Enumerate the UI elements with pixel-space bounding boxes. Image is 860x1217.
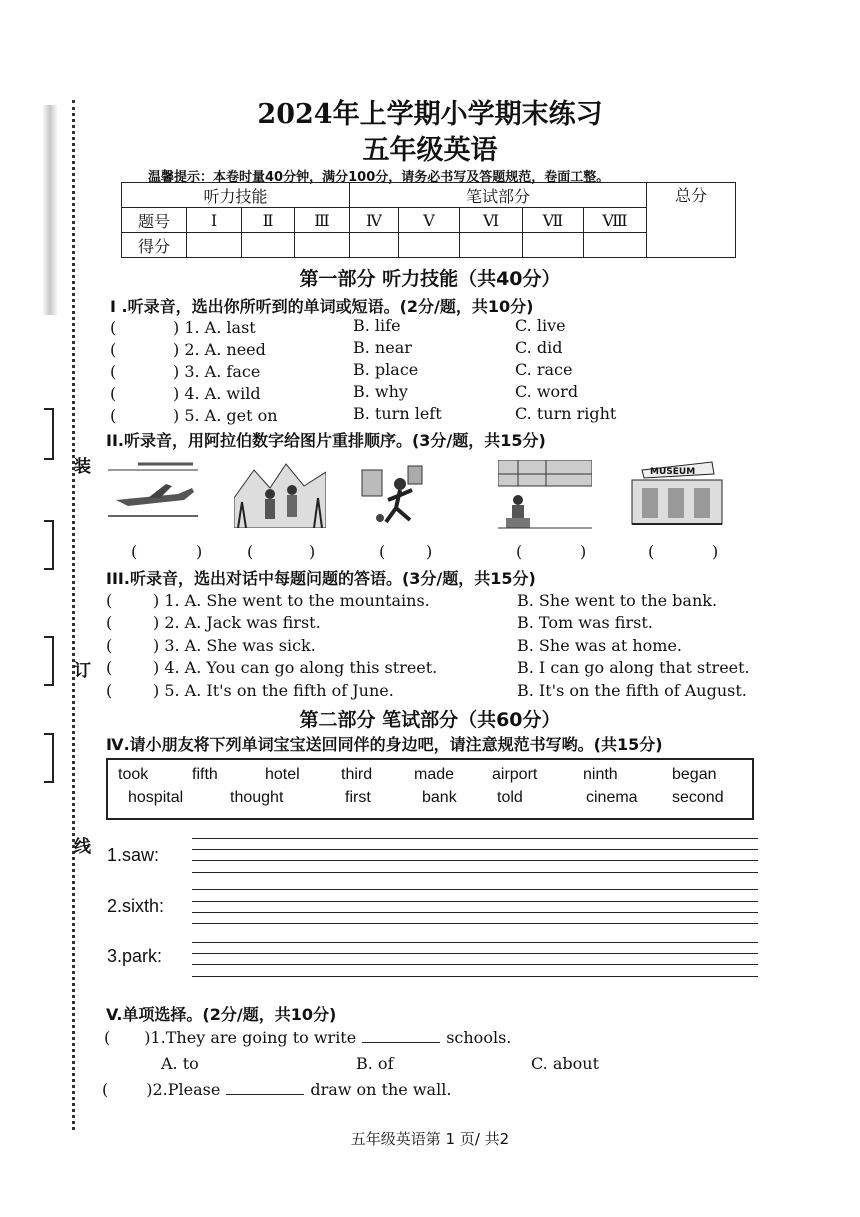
- tip-label: 温馨提示: [148, 170, 201, 185]
- airplane-picture: [108, 460, 198, 526]
- writing-line[interactable]: [192, 838, 758, 839]
- q1-text-pre: )1.They are going to write: [144, 1028, 357, 1047]
- sec4-heading: Ⅳ.请小朋友将下列单词宝宝送回同伴的身边吧，请注意规范书写哟。(共15分): [106, 735, 663, 754]
- answer-paren[interactable]: (: [106, 658, 113, 677]
- answer-paren-open: (: [131, 542, 138, 561]
- score-row-label-s: 得分: [122, 233, 187, 258]
- sec1-option-b[interactable]: B. turn left: [353, 404, 442, 423]
- word-bank-word[interactable]: took: [118, 766, 149, 783]
- sec1-heading: I .听录音，选出你所听到的单词或短语。(2分/题，共10分): [110, 297, 534, 316]
- binding-dotted-line: [72, 100, 75, 1130]
- sec1-option-c[interactable]: C. turn right: [515, 404, 617, 423]
- answer-paren-close: ): [580, 542, 587, 561]
- word-bank-word[interactable]: made: [414, 766, 455, 783]
- word-bank-word[interactable]: cinema: [586, 789, 638, 806]
- word-bank-word[interactable]: third: [341, 766, 373, 783]
- word-bank-word[interactable]: hotel: [265, 766, 300, 783]
- answer-paren-close: ): [309, 542, 316, 561]
- score-col: V: [399, 208, 460, 233]
- score-cell[interactable]: [295, 233, 350, 258]
- q1-option-a[interactable]: A. to: [161, 1054, 199, 1073]
- answer-paren[interactable]: (: [106, 613, 113, 632]
- sec1-option-b[interactable]: B. near: [353, 338, 412, 357]
- score-col: Ⅳ: [350, 208, 399, 233]
- writing-line[interactable]: [192, 953, 758, 954]
- sec3-heading: III.听录音，选出对话中每题问题的答语。(3分/题，共15分): [106, 569, 536, 588]
- sec3-option-a[interactable]: ) 1. A. She went to the mountains.: [153, 591, 430, 610]
- word-bank-word[interactable]: second: [672, 789, 724, 806]
- sec3-option-a[interactable]: ) 4. A. You can go along this street.: [153, 658, 438, 677]
- score-header-listening: 听力技能: [122, 183, 350, 208]
- sec3-option-b[interactable]: B. She was at home.: [517, 636, 682, 655]
- score-cell[interactable]: [187, 233, 242, 258]
- score-cell[interactable]: [584, 233, 647, 258]
- answer-paren-open: (: [648, 542, 655, 561]
- writing-line[interactable]: [192, 942, 758, 943]
- sec1-option-c[interactable]: C. live: [515, 316, 566, 335]
- museum-sign-text: MUSEUM: [650, 467, 696, 477]
- score-col: Ⅶ: [523, 208, 584, 233]
- answer-blank[interactable]: [528, 542, 578, 562]
- page-footer: 五年级英语第 1 页/ 共2: [350, 1130, 510, 1148]
- answer-paren-open: (: [516, 542, 523, 561]
- score-row-label-q: 题号: [122, 208, 187, 233]
- answer-paren[interactable]: (: [106, 636, 113, 655]
- binding-bracket: [44, 408, 54, 460]
- part2-title: 第二部分 笔试部分（共60分）: [299, 709, 561, 731]
- sec1-option-a[interactable]: ) 1. A. last: [173, 318, 256, 337]
- q2-text-pre: )2.Please: [146, 1080, 221, 1099]
- sec2-heading: II.听录音，用阿拉伯数字给图片重排顺序。(3分/题，共15分): [106, 431, 546, 450]
- sec1-option-b[interactable]: B. place: [353, 360, 419, 379]
- sec1-option-a[interactable]: ) 2. A. need: [173, 340, 266, 359]
- sec1-option-a[interactable]: ) 4. A. wild: [173, 384, 261, 403]
- writing-line[interactable]: [192, 901, 758, 902]
- sec5-q1: [104, 1028, 511, 1047]
- word-bank-word[interactable]: airport: [492, 766, 538, 783]
- score-col: Ⅲ: [295, 208, 350, 233]
- answer-paren[interactable]: (: [106, 591, 113, 610]
- museum-picture: [628, 454, 726, 530]
- word-bank-word[interactable]: thought: [230, 789, 284, 806]
- answer-paren[interactable]: (: [106, 681, 113, 700]
- q1-option-b[interactable]: B. of: [356, 1054, 394, 1073]
- binding-bracket: [44, 733, 54, 783]
- sec5-q2: [102, 1080, 451, 1099]
- word-bank-word[interactable]: bank: [422, 789, 457, 806]
- station-picture: [498, 460, 592, 530]
- writing-line[interactable]: [192, 872, 758, 873]
- answer-paren-close: ): [712, 542, 719, 561]
- running-boy-picture: [360, 460, 440, 530]
- score-cell[interactable]: [242, 233, 295, 258]
- writing-line[interactable]: [192, 912, 758, 913]
- score-col: Ⅱ: [242, 208, 295, 233]
- answer-paren-open: (: [247, 542, 254, 561]
- side-char-xian: 线: [74, 837, 91, 857]
- page-title: 2024年上学期小学期末练习: [257, 99, 603, 130]
- answer-paren-close: ): [426, 542, 433, 561]
- sec1-option-a[interactable]: ) 5. A. get on: [173, 406, 278, 425]
- writing-line[interactable]: [192, 923, 758, 924]
- answer-blank[interactable]: [660, 542, 710, 562]
- writing-line[interactable]: [192, 976, 758, 977]
- answer-paren-close: ): [196, 542, 203, 561]
- answer-blank[interactable]: [259, 542, 307, 562]
- q2-text-post: draw on the wall.: [310, 1080, 452, 1099]
- score-cell[interactable]: [460, 233, 523, 258]
- side-char-zhuang: 装: [74, 457, 91, 477]
- writing-line[interactable]: [192, 889, 758, 890]
- answer-blank[interactable]: [391, 542, 424, 562]
- writing-line[interactable]: [192, 860, 758, 861]
- sec1-option-b[interactable]: B. life: [353, 316, 401, 335]
- score-cell[interactable]: [523, 233, 584, 258]
- word-bank-word[interactable]: ninth: [583, 766, 618, 783]
- answer-paren[interactable]: (: [110, 362, 117, 381]
- score-col: Ⅵ: [460, 208, 523, 233]
- mountains-picture: [234, 458, 326, 528]
- sec1-option-c[interactable]: C. did: [515, 338, 563, 357]
- word-bank-word[interactable]: told: [497, 789, 523, 806]
- tip-text: ：本卷时量40分钟，满分100分，请务必书写及答题规范，卷面工整。: [200, 170, 610, 185]
- writing-line[interactable]: [192, 849, 758, 850]
- score-table: [121, 182, 736, 258]
- q1-option-c[interactable]: C. about: [531, 1054, 599, 1073]
- score-col: Ⅷ: [584, 208, 647, 233]
- binding-bracket: [44, 520, 54, 570]
- score-header-written: 笔试部分: [350, 183, 647, 208]
- score-cell[interactable]: [399, 233, 460, 258]
- sec3-option-b[interactable]: B. I can go along that street.: [517, 658, 750, 677]
- answer-paren[interactable]: (: [110, 384, 117, 403]
- sec3-option-b[interactable]: B. She went to the bank.: [517, 591, 718, 610]
- writing-label: 1.saw:: [107, 845, 160, 865]
- answer-paren-open: (: [102, 1080, 109, 1099]
- sec3-option-a[interactable]: ) 2. A. Jack was first.: [153, 613, 321, 632]
- answer-paren-open: (: [379, 542, 386, 561]
- answer-blank[interactable]: [143, 542, 194, 562]
- q1-text-post: schools.: [446, 1028, 512, 1047]
- sec3-option-b[interactable]: B. Tom was first.: [517, 613, 653, 632]
- sec3-option-a[interactable]: ) 3. A. She was sick.: [153, 636, 316, 655]
- word-bank-word[interactable]: fifth: [192, 766, 218, 783]
- writing-line[interactable]: [192, 964, 758, 965]
- sec1-option-a[interactable]: ) 3. A. face: [173, 362, 261, 381]
- word-bank-word[interactable]: hospital: [128, 789, 184, 806]
- sec1-option-c[interactable]: C. race: [515, 360, 573, 379]
- score-cell[interactable]: [350, 233, 399, 258]
- q2-fill-blank[interactable]: [226, 1094, 304, 1095]
- answer-paren[interactable]: (: [110, 318, 117, 337]
- q1-fill-blank[interactable]: [362, 1042, 440, 1043]
- answer-paren[interactable]: (: [110, 340, 117, 359]
- word-bank-word[interactable]: began: [672, 766, 717, 783]
- side-char-ding: 订: [74, 661, 91, 681]
- answer-paren[interactable]: (: [110, 406, 117, 425]
- sec3-option-b[interactable]: B. It's on the fifth of August.: [517, 681, 747, 700]
- sec5-heading: V.单项选择。(2分/题，共10分): [106, 1005, 337, 1024]
- word-bank-word[interactable]: first: [345, 789, 371, 806]
- binding-bracket: [44, 636, 54, 686]
- page-subtitle: 五年级英语: [362, 135, 498, 166]
- score-header-total: 总分: [647, 183, 736, 258]
- writing-label: 3.park:: [107, 946, 163, 966]
- sec1-option-c[interactable]: C. word: [515, 382, 579, 401]
- answer-paren-open: (: [104, 1028, 111, 1047]
- score-col: I: [187, 208, 242, 233]
- part1-title: 第一部分 听力技能（共40分）: [299, 268, 561, 290]
- sec3-option-a[interactable]: ) 5. A. It's on the fifth of June.: [153, 681, 394, 700]
- writing-label: 2.sixth:: [107, 896, 165, 916]
- sec1-option-b[interactable]: B. why: [353, 382, 408, 401]
